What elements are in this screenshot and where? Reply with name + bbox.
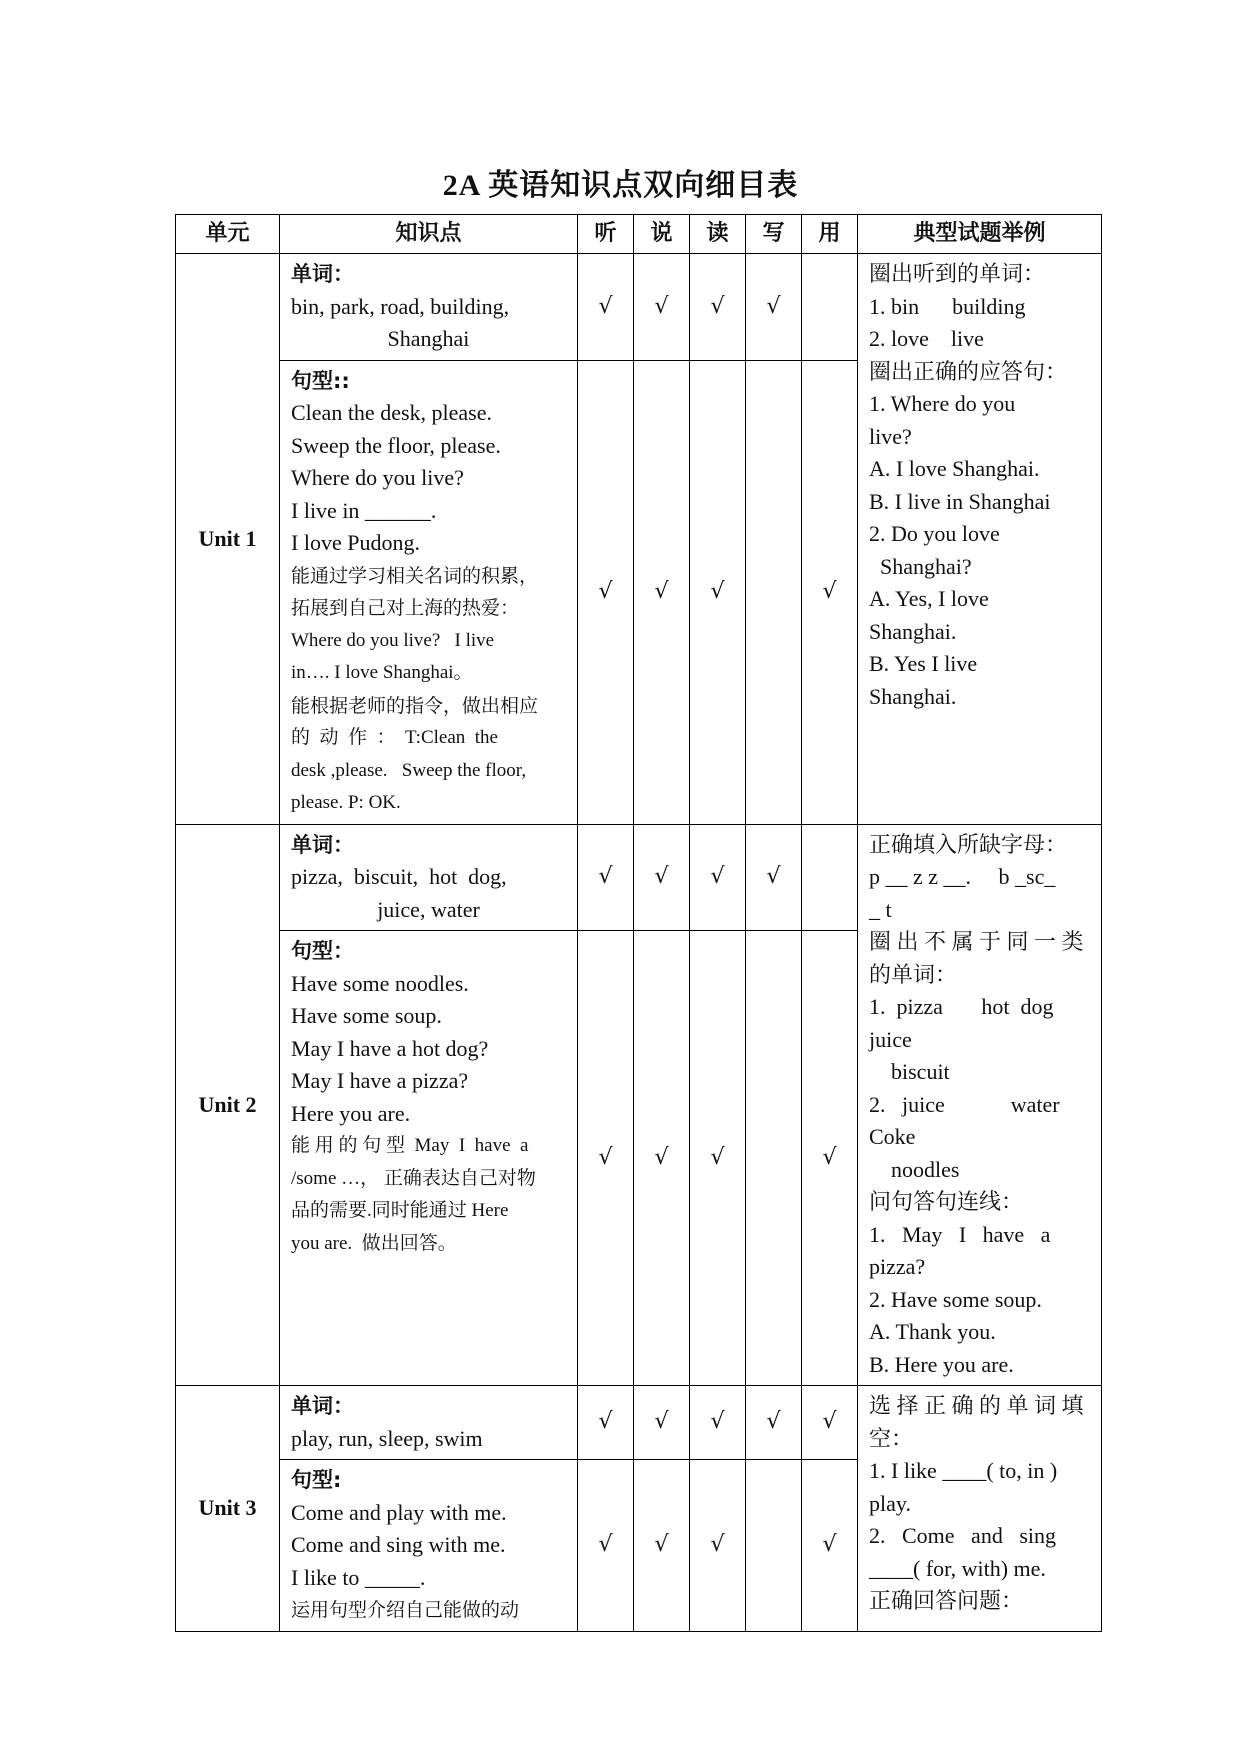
unit1-words-speak: √	[634, 254, 690, 361]
unit1-sentences-use: √	[802, 360, 858, 824]
unit2-example-line: 2. Have some soup.	[869, 1286, 1042, 1312]
unit2-example-line: 1. pizza hot dog	[869, 994, 1054, 1019]
unit2-example-line: 的单词：	[869, 961, 958, 987]
unit3-words-label: 单词：	[291, 1394, 354, 1418]
unit1-words-use	[802, 254, 858, 361]
unit1-example-line: A. Yes, I love	[869, 586, 989, 611]
unit1-sentence: Where do you live?	[291, 465, 464, 490]
unit2-sentences-write	[746, 931, 802, 1386]
unit1-sentence: Sweep the floor, please.	[291, 432, 501, 458]
unit3-example-line: 正确回答问题：	[869, 1588, 1024, 1613]
unit3-example-line: 选 择 正 确 的 单 词 填	[869, 1393, 1084, 1418]
unit1-note: desk ,please. Sweep the floor,	[291, 759, 527, 781]
unit2-sentences	[280, 931, 578, 1386]
unit2-words-label: 单词：	[291, 832, 354, 857]
unit1-words-line: Shanghai	[387, 326, 470, 351]
unit1-note: please. P: OK.	[291, 792, 401, 813]
header-listen: 听	[578, 215, 634, 254]
unit1-note: 能通过学习相关名词的积累，	[291, 564, 539, 587]
unit1-example-line: Shanghai.	[869, 683, 957, 709]
unit3-words-line: play, run, sleep, swim	[291, 1425, 483, 1451]
unit2-words-row	[176, 824, 1102, 931]
header-row	[176, 215, 1102, 254]
unit3-sentence: I like to _____.	[291, 1564, 426, 1590]
unit2-sentence: Here you are.	[291, 1100, 411, 1126]
unit1-sentence: I live in ______.	[291, 497, 437, 523]
unit3-sentences-use: √	[802, 1460, 858, 1632]
unit3-words-read: √	[690, 1386, 746, 1460]
unit3-sentence: Come and sing with me.	[291, 1532, 506, 1557]
unit2-sentences-label: 句型：	[291, 939, 354, 964]
unit2-sentences-listen: √	[578, 931, 634, 1386]
unit2-sentence: Have some soup.	[291, 1003, 442, 1029]
unit2-example-line: biscuit	[869, 1059, 950, 1084]
unit2-note: /some …， 正确表达自己对物	[291, 1167, 536, 1189]
unit1-example-line: Shanghai.	[869, 618, 957, 644]
unit3-examples	[858, 1386, 1102, 1632]
unit1-example-line: 圈出听到的单词：	[869, 261, 1046, 286]
unit3-sentences-listen: √	[578, 1460, 634, 1632]
unit2-example-line: 1. May I have a	[869, 1221, 1051, 1247]
header-examples: 典型试题举例	[858, 215, 1102, 254]
page-title: 2A 英语知识点双向细目表	[442, 169, 799, 202]
unit1-words	[280, 254, 578, 361]
header-knowledge: 知识点	[280, 215, 578, 254]
unit1-words-row	[176, 254, 1102, 361]
header-read: 读	[690, 215, 746, 254]
unit1-example-line: B. I live in Shanghai	[869, 488, 1051, 514]
knowledge-table	[175, 214, 1102, 1632]
unit3-words-row	[176, 1386, 1102, 1460]
unit2-sentences-speak: √	[634, 931, 690, 1386]
unit2-words-line: juice, water	[377, 896, 480, 922]
unit3-sentences	[280, 1460, 578, 1632]
unit2-example-line: pizza?	[869, 1254, 926, 1279]
unit3-example-line: play.	[869, 1490, 911, 1516]
unit3-words-use: √	[802, 1386, 858, 1460]
unit3-sentences-label: 句型:	[291, 1468, 342, 1492]
unit1-example-line: A. I love Shanghai.	[869, 456, 1040, 481]
unit1-note: 拓展到自己对上海的热爱：	[291, 597, 520, 619]
unit2-example-line: 正确填入所缺字母：	[869, 831, 1068, 857]
unit2-name: Unit 2	[176, 824, 280, 1386]
unit1-note: 能根据老师的指令，做出相应	[291, 694, 539, 717]
unit1-example-line: 2. Do you love	[869, 521, 1000, 546]
header-unit: 单元	[176, 215, 280, 254]
unit1-sentences-speak: √	[634, 360, 690, 824]
unit3-example-line: 1. I like ____( to, in )	[869, 1458, 1058, 1483]
unit2-example-line: 2. juice water	[869, 1091, 1060, 1117]
unit2-words-write: √	[746, 824, 802, 931]
unit2-example-line: _ t	[869, 896, 892, 922]
unit1-example-line: Shanghai?	[869, 553, 972, 579]
unit3-words-write: √	[746, 1386, 802, 1460]
unit3-example-line: ____( for, with) me.	[869, 1555, 1046, 1581]
header-speak: 说	[634, 215, 690, 254]
unit1-example-line: 圈出正确的应答句：	[869, 358, 1068, 384]
unit2-sentences-read: √	[690, 931, 746, 1386]
unit3-words	[280, 1386, 578, 1460]
unit3-example-line: 空：	[869, 1425, 914, 1451]
unit2-example-line: 圈 出 不 属 于 同 一 类	[869, 929, 1084, 954]
unit2-words-line: pizza, biscuit, hot dog,	[291, 864, 507, 889]
unit3-words-speak: √	[634, 1386, 690, 1460]
unit1-name: Unit 1	[176, 254, 280, 825]
unit1-sentences-write	[746, 360, 802, 824]
unit2-sentences-use: √	[802, 931, 858, 1386]
header-write: 写	[746, 215, 802, 254]
unit2-words-speak: √	[634, 824, 690, 931]
unit2-examples	[858, 824, 1102, 1386]
unit2-words-use	[802, 824, 858, 931]
unit1-words-line: bin, park, road, building,	[291, 293, 510, 319]
unit2-sentence: May I have a hot dog?	[291, 1035, 489, 1061]
unit1-sentences	[280, 360, 578, 824]
unit2-example-line: juice	[869, 1026, 912, 1052]
unit3-example-line: 2. Come and sing	[869, 1523, 1056, 1548]
unit3-note: 运用句型介绍自己能做的动	[291, 1599, 520, 1621]
unit2-sentence: May I have a pizza?	[291, 1068, 469, 1094]
unit1-note: Where do you live? I live	[291, 629, 495, 651]
unit2-note: you are. 做出回答。	[291, 1232, 457, 1254]
unit1-example-line: live?	[869, 423, 912, 449]
unit3-sentences-speak: √	[634, 1460, 690, 1632]
unit2-words	[280, 824, 578, 931]
unit2-note: 品的需要.同时能通过 Here	[291, 1200, 509, 1222]
unit1-sentences-label: 句型::	[291, 368, 350, 393]
unit1-example-line: 1. Where do you	[869, 391, 1016, 416]
unit1-sentence: Clean the desk, please.	[291, 400, 492, 425]
unit3-sentences-read: √	[690, 1460, 746, 1632]
unit2-example-line: p __ z z __. b _sc_	[869, 864, 1056, 889]
unit1-sentences-read: √	[690, 360, 746, 824]
unit1-example-line: 2. love live	[869, 326, 984, 351]
unit3-sentences-write	[746, 1460, 802, 1632]
unit1-words-read: √	[690, 254, 746, 361]
unit1-examples	[858, 254, 1102, 825]
unit1-note: in…. I love Shanghai。	[291, 662, 473, 683]
unit2-words-listen: √	[578, 824, 634, 931]
unit2-example-line: 问句答句连线：	[869, 1189, 1024, 1214]
header-use: 用	[802, 215, 858, 254]
unit2-example-line: A. Thank you.	[869, 1319, 996, 1344]
unit3-words-listen: √	[578, 1386, 634, 1460]
unit1-words-label: 单词：	[291, 262, 354, 286]
unit2-note: 能 用 的 句 型 May I have a	[291, 1135, 529, 1157]
unit2-example-line: Coke	[869, 1124, 916, 1149]
unit1-example-line: B. Yes I live	[869, 651, 978, 676]
unit1-words-write: √	[746, 254, 802, 361]
unit1-example-line: 1. bin building	[869, 293, 1026, 319]
unit1-sentence: I love Pudong.	[291, 530, 420, 555]
unit2-example-line: noodles	[869, 1156, 960, 1182]
unit1-words-listen: √	[578, 254, 634, 361]
unit2-example-line: B. Here you are.	[869, 1351, 1014, 1377]
unit2-sentence: Have some noodles.	[291, 970, 469, 996]
unit1-note: 的 动 作 ： T:Clean the	[291, 727, 498, 748]
unit1-sentences-listen: √	[578, 360, 634, 824]
unit2-words-read: √	[690, 824, 746, 931]
unit3-sentence: Come and play with me.	[291, 1499, 507, 1525]
unit3-name: Unit 3	[176, 1386, 280, 1632]
